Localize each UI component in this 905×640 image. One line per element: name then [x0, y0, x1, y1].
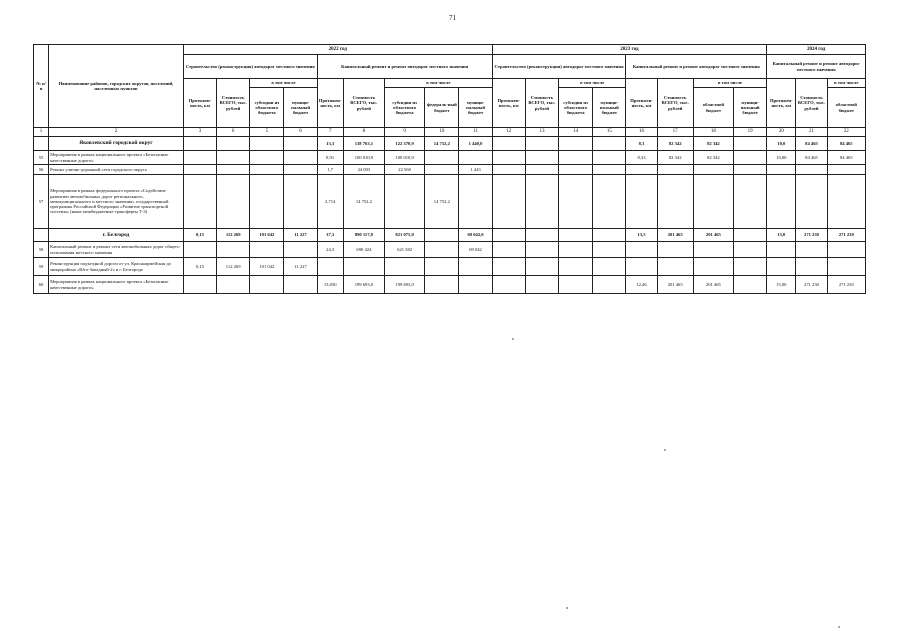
value-cell: 122 570,9 [385, 137, 425, 151]
h-2022c-subsidy: субсидии из областного бюджета [250, 88, 284, 128]
table-row [34, 276, 866, 294]
value-cell: 271 230 [796, 276, 827, 294]
value-cell [284, 137, 317, 151]
value-cell: 10,0 [767, 137, 796, 151]
value-cell [183, 165, 216, 175]
column-number-cell: 18 [693, 128, 733, 137]
value-cell [385, 258, 425, 276]
table-body [34, 128, 866, 294]
year-2022: 2022 год [183, 45, 492, 55]
value-cell [593, 276, 626, 294]
column-number-cell: 9 [385, 128, 425, 137]
value-cell [284, 151, 317, 165]
h-2022c-incl: в том числе [250, 79, 317, 88]
table-row [34, 151, 866, 165]
value-cell [593, 151, 626, 165]
h-2022c-length: Протяжен-ность, км [183, 79, 216, 128]
value-cell: 199 693,0 [343, 276, 384, 294]
column-number-cell: 14 [559, 128, 593, 137]
value-cell: 11 227 [284, 229, 317, 242]
column-number-cell: 17 [657, 128, 693, 137]
value-cell [734, 165, 767, 175]
column-number-cell: 1 [34, 128, 49, 137]
value-cell: 24,3 [317, 242, 343, 258]
value-cell: 14 752,2 [343, 175, 384, 229]
header-name: Наименование районов, городских округов, поселений, населенных пунктов [49, 45, 184, 128]
value-cell: 100 010,9 [343, 151, 384, 165]
value-cell [559, 276, 593, 294]
header-no: № п/п [34, 45, 49, 128]
row-number-cell: 57 [34, 175, 49, 229]
value-cell [343, 258, 384, 276]
h-2022r-length: Протяжен-ность, км [317, 79, 343, 128]
value-cell: 890 117,0 [343, 229, 384, 242]
value-cell [693, 175, 733, 229]
value-cell [385, 175, 425, 229]
value-cell [250, 151, 284, 165]
value-cell [217, 276, 250, 294]
value-cell [693, 242, 733, 258]
value-cell: 15,00 [767, 276, 796, 294]
road-works-table [33, 44, 866, 294]
value-cell [459, 276, 492, 294]
value-cell [459, 151, 492, 165]
value-cell: 112 269 [217, 258, 250, 276]
value-cell [796, 175, 827, 229]
h-2024r-cost: Стоимость ВСЕГО, тыс. рублей [796, 79, 827, 128]
value-cell: 8,33 [626, 151, 657, 165]
h-2022r-municipal: муници-пальный бюджет [459, 88, 492, 128]
column-number-cell: 7 [317, 128, 343, 137]
value-cell: 101 042 [250, 229, 284, 242]
table-row [34, 229, 866, 242]
value-cell: 82 342 [693, 137, 733, 151]
h-2023r-incl: в том числе [693, 79, 766, 88]
value-cell: 8,91 [317, 151, 343, 165]
value-cell [525, 258, 558, 276]
value-cell [734, 258, 767, 276]
column-number-cell: 8 [343, 128, 384, 137]
h-2022r-cost: Стоимость ВСЕГО, тыс. рублей [343, 79, 384, 128]
column-number-cell: 3 [183, 128, 216, 137]
value-cell [459, 258, 492, 276]
value-cell: 2,714 [317, 175, 343, 229]
value-cell: 1,7 [317, 165, 343, 175]
column-number-cell: 2 [49, 128, 184, 137]
h-2024r-incl: в том числе [827, 79, 865, 88]
value-cell: 621 382 [385, 242, 425, 258]
value-cell: 1 443 [459, 165, 492, 175]
value-cell [425, 229, 459, 242]
column-number-cell: 5 [250, 128, 284, 137]
value-cell: 271 230 [796, 229, 827, 242]
value-cell: 14 752,2 [425, 175, 459, 229]
value-cell [317, 258, 343, 276]
value-cell [767, 165, 796, 175]
value-cell [734, 175, 767, 229]
value-cell [559, 258, 593, 276]
value-cell: 10,00 [767, 151, 796, 165]
row-number-cell [34, 229, 49, 242]
value-cell [183, 242, 216, 258]
value-cell: 8,3 [626, 137, 657, 151]
value-cell [734, 229, 767, 242]
value-cell: 112 269 [217, 229, 250, 242]
value-cell: 69 042,0 [459, 229, 492, 242]
column-number-cell: 15 [593, 128, 626, 137]
value-cell: 100 010,9 [385, 151, 425, 165]
value-cell [593, 258, 626, 276]
h-2024r-regional: областной бюджет [827, 88, 865, 128]
value-cell [593, 229, 626, 242]
h-2023c-length: Протяжен-ность, км [492, 79, 525, 128]
value-cell [217, 165, 250, 175]
value-cell [593, 137, 626, 151]
table-row [34, 242, 866, 258]
value-cell: 69 042 [459, 242, 492, 258]
h-2023r-municipal: муници-пальный бюджет [734, 88, 767, 128]
value-cell: 690 424 [343, 242, 384, 258]
district-title-cell: г. Белгород [49, 229, 184, 242]
value-cell [183, 175, 216, 229]
value-cell: 0,15 [183, 229, 216, 242]
value-cell [559, 229, 593, 242]
column-number-cell: 22 [827, 128, 865, 137]
value-cell: 37,3 [317, 229, 343, 242]
value-cell: 82 342 [657, 151, 693, 165]
value-cell [525, 242, 558, 258]
table-row [34, 165, 866, 175]
value-cell: 13,030 [317, 276, 343, 294]
table-row [34, 137, 866, 151]
value-cell [559, 242, 593, 258]
value-cell [250, 165, 284, 175]
value-cell [734, 242, 767, 258]
value-cell [250, 276, 284, 294]
value-cell [425, 151, 459, 165]
value-cell [217, 242, 250, 258]
year-2024: 2024 год [767, 45, 866, 55]
value-cell [525, 229, 558, 242]
value-cell [593, 165, 626, 175]
value-cell: 15,0 [767, 229, 796, 242]
value-cell: 24 003 [343, 165, 384, 175]
value-cell: 22 560 [385, 165, 425, 175]
measure-name-cell: Мероприятия в рамках федерального проекта «Содействие развитию автомобильных дорог регионального, межмуниципального и местного значения» государственной программы Российской Федерации «Развитие транспортной системы» (иные межбюджетные трансферты Т-3) [49, 175, 184, 229]
h-2024r-length: Протяжен-ность, км [767, 79, 796, 128]
value-cell [767, 242, 796, 258]
value-cell: 201 465 [693, 276, 733, 294]
value-cell [217, 137, 250, 151]
value-cell [492, 165, 525, 175]
h-2023r-regional: областной бюджет [693, 88, 733, 128]
h-2023r-length: Протяжен-ность, км [626, 79, 657, 128]
value-cell [657, 175, 693, 229]
row-number-cell: 58 [34, 242, 49, 258]
scan-speck [838, 626, 840, 628]
value-cell [492, 229, 525, 242]
column-number-cell: 16 [626, 128, 657, 137]
row-number-cell: 59 [34, 258, 49, 276]
value-cell [183, 151, 216, 165]
scan-speck [664, 449, 666, 451]
value-cell: 82 342 [693, 151, 733, 165]
measure-name-cell: Реконструкция подъездной дороги от ул. Красноармейская до микрорайона «Юго-Западный-2» в г. Белгороде [49, 258, 184, 276]
value-cell [492, 151, 525, 165]
value-cell [593, 175, 626, 229]
value-cell [284, 242, 317, 258]
column-number-cell: 6 [217, 128, 250, 137]
column-number-cell: 13 [525, 128, 558, 137]
value-cell [559, 175, 593, 229]
value-cell [767, 258, 796, 276]
value-cell: 13,5 [626, 229, 657, 242]
value-cell [525, 175, 558, 229]
scan-speck [512, 338, 514, 340]
h-2022r-subsidy: субсидии из областного бюджета [385, 88, 425, 128]
column-number-cell: 6 [284, 128, 317, 137]
value-cell [693, 258, 733, 276]
value-cell [796, 242, 827, 258]
value-cell [217, 175, 250, 229]
header-2024-repair: Капитальный ремонт и ремонт автодорог местного значения [767, 55, 866, 79]
value-cell [796, 258, 827, 276]
header-2022-construction: Строительство (реконструкция) автодорог местного значения [183, 55, 317, 79]
value-cell: 12,46 [626, 276, 657, 294]
value-cell [827, 242, 865, 258]
table-row [34, 258, 866, 276]
page-number: 71 [449, 14, 456, 22]
h-2022c-municipal: муници-пальный бюджет [284, 88, 317, 128]
measure-name-cell: Капитальный ремонт и ремонт сети автомобильных дорог общего пользования местного значения [49, 242, 184, 258]
value-cell [827, 175, 865, 229]
value-cell [734, 151, 767, 165]
value-cell: 271 230 [827, 229, 865, 242]
value-cell: 201 465 [657, 276, 693, 294]
value-cell [217, 151, 250, 165]
value-cell [796, 165, 827, 175]
value-cell: 84 465 [827, 137, 865, 151]
value-cell [525, 165, 558, 175]
value-cell [284, 175, 317, 229]
value-cell [827, 258, 865, 276]
row-number-cell: 60 [34, 276, 49, 294]
value-cell: 201 465 [657, 229, 693, 242]
value-cell: 0,15 [183, 258, 216, 276]
value-cell: 199 693,0 [385, 276, 425, 294]
value-cell [525, 151, 558, 165]
value-cell [425, 276, 459, 294]
value-cell [693, 165, 733, 175]
value-cell: 271 230 [827, 276, 865, 294]
value-cell: 84 465 [796, 151, 827, 165]
value-cell [734, 276, 767, 294]
value-cell [657, 165, 693, 175]
value-cell [525, 276, 558, 294]
value-cell [183, 137, 216, 151]
value-cell [767, 175, 796, 229]
value-cell: 821 075,0 [385, 229, 425, 242]
value-cell: 1 440,0 [459, 137, 492, 151]
year-2023: 2023 год [492, 45, 767, 55]
value-cell: 138 763,1 [343, 137, 384, 151]
measure-name-cell: Мероприятия в рамках национального проекта «Безопасные качественные дороги» [49, 276, 184, 294]
value-cell [626, 175, 657, 229]
value-cell [492, 258, 525, 276]
value-cell: 82 342 [657, 137, 693, 151]
header-2022-repair: Капитальный ремонт и ремонт автодорог местного значения [317, 55, 492, 79]
column-number-cell: 20 [767, 128, 796, 137]
value-cell [284, 165, 317, 175]
h-2022r-incl: в том числе [385, 79, 493, 88]
measure-name-cell: Ремонт улично-дорожной сети городского округа [49, 165, 184, 175]
scan-speck [566, 607, 568, 609]
header-2023-repair: Капитальный ремонт и ремонт автодорог местного значения [626, 55, 767, 79]
value-cell [492, 175, 525, 229]
district-title-cell: Яковлевский городской округ [49, 137, 184, 151]
value-cell: 201 465 [693, 229, 733, 242]
value-cell [250, 137, 284, 151]
value-cell [525, 137, 558, 151]
value-cell [734, 137, 767, 151]
value-cell [492, 276, 525, 294]
value-cell [492, 137, 525, 151]
value-cell: 84 465 [796, 137, 827, 151]
row-number-cell: 55 [34, 151, 49, 165]
column-number-cell: 12 [492, 128, 525, 137]
value-cell: 84 465 [827, 151, 865, 165]
value-cell [559, 165, 593, 175]
h-2023c-subsidy: субсидии из областного бюджета [559, 88, 593, 128]
value-cell [250, 175, 284, 229]
value-cell [626, 242, 657, 258]
column-numbers-row [34, 128, 866, 137]
value-cell: 14 752,2 [425, 137, 459, 151]
value-cell [559, 151, 593, 165]
value-cell [626, 165, 657, 175]
h-2023r-cost: Стоимость ВСЕГО, тыс. рублей [657, 79, 693, 128]
column-number-cell: 10 [425, 128, 459, 137]
value-cell: 13,3 [317, 137, 343, 151]
value-cell: 11 227 [284, 258, 317, 276]
value-cell [626, 258, 657, 276]
value-cell [459, 175, 492, 229]
value-cell [284, 276, 317, 294]
row-number-cell: 56 [34, 165, 49, 175]
value-cell [250, 242, 284, 258]
h-2022c-cost: Стоимость ВСЕГО, тыс. рублей [217, 79, 250, 128]
value-cell [183, 276, 216, 294]
h-2023c-municipal: муници-пальный бюджет [593, 88, 626, 128]
value-cell [425, 242, 459, 258]
value-cell [827, 165, 865, 175]
value-cell [425, 165, 459, 175]
column-number-cell: 19 [734, 128, 767, 137]
value-cell [492, 242, 525, 258]
table-row [34, 175, 866, 229]
value-cell: 101 042 [250, 258, 284, 276]
value-cell [657, 242, 693, 258]
column-number-cell: 11 [459, 128, 492, 137]
value-cell [657, 258, 693, 276]
value-cell [559, 137, 593, 151]
value-cell [425, 258, 459, 276]
h-2023c-cost: Стоимость ВСЕГО, тыс. рублей [525, 79, 558, 128]
column-number-cell: 21 [796, 128, 827, 137]
h-2023c-incl: в том числе [559, 79, 626, 88]
measure-name-cell: Мероприятия в рамках национального проекта «Безопасные качественные дороги» [49, 151, 184, 165]
value-cell [593, 242, 626, 258]
row-number-cell [34, 137, 49, 151]
header-2023-construction: Строительство (реконструкция) автодорог местного значения [492, 55, 626, 79]
h-2022r-federal: федераль-ный бюджет [425, 88, 459, 128]
